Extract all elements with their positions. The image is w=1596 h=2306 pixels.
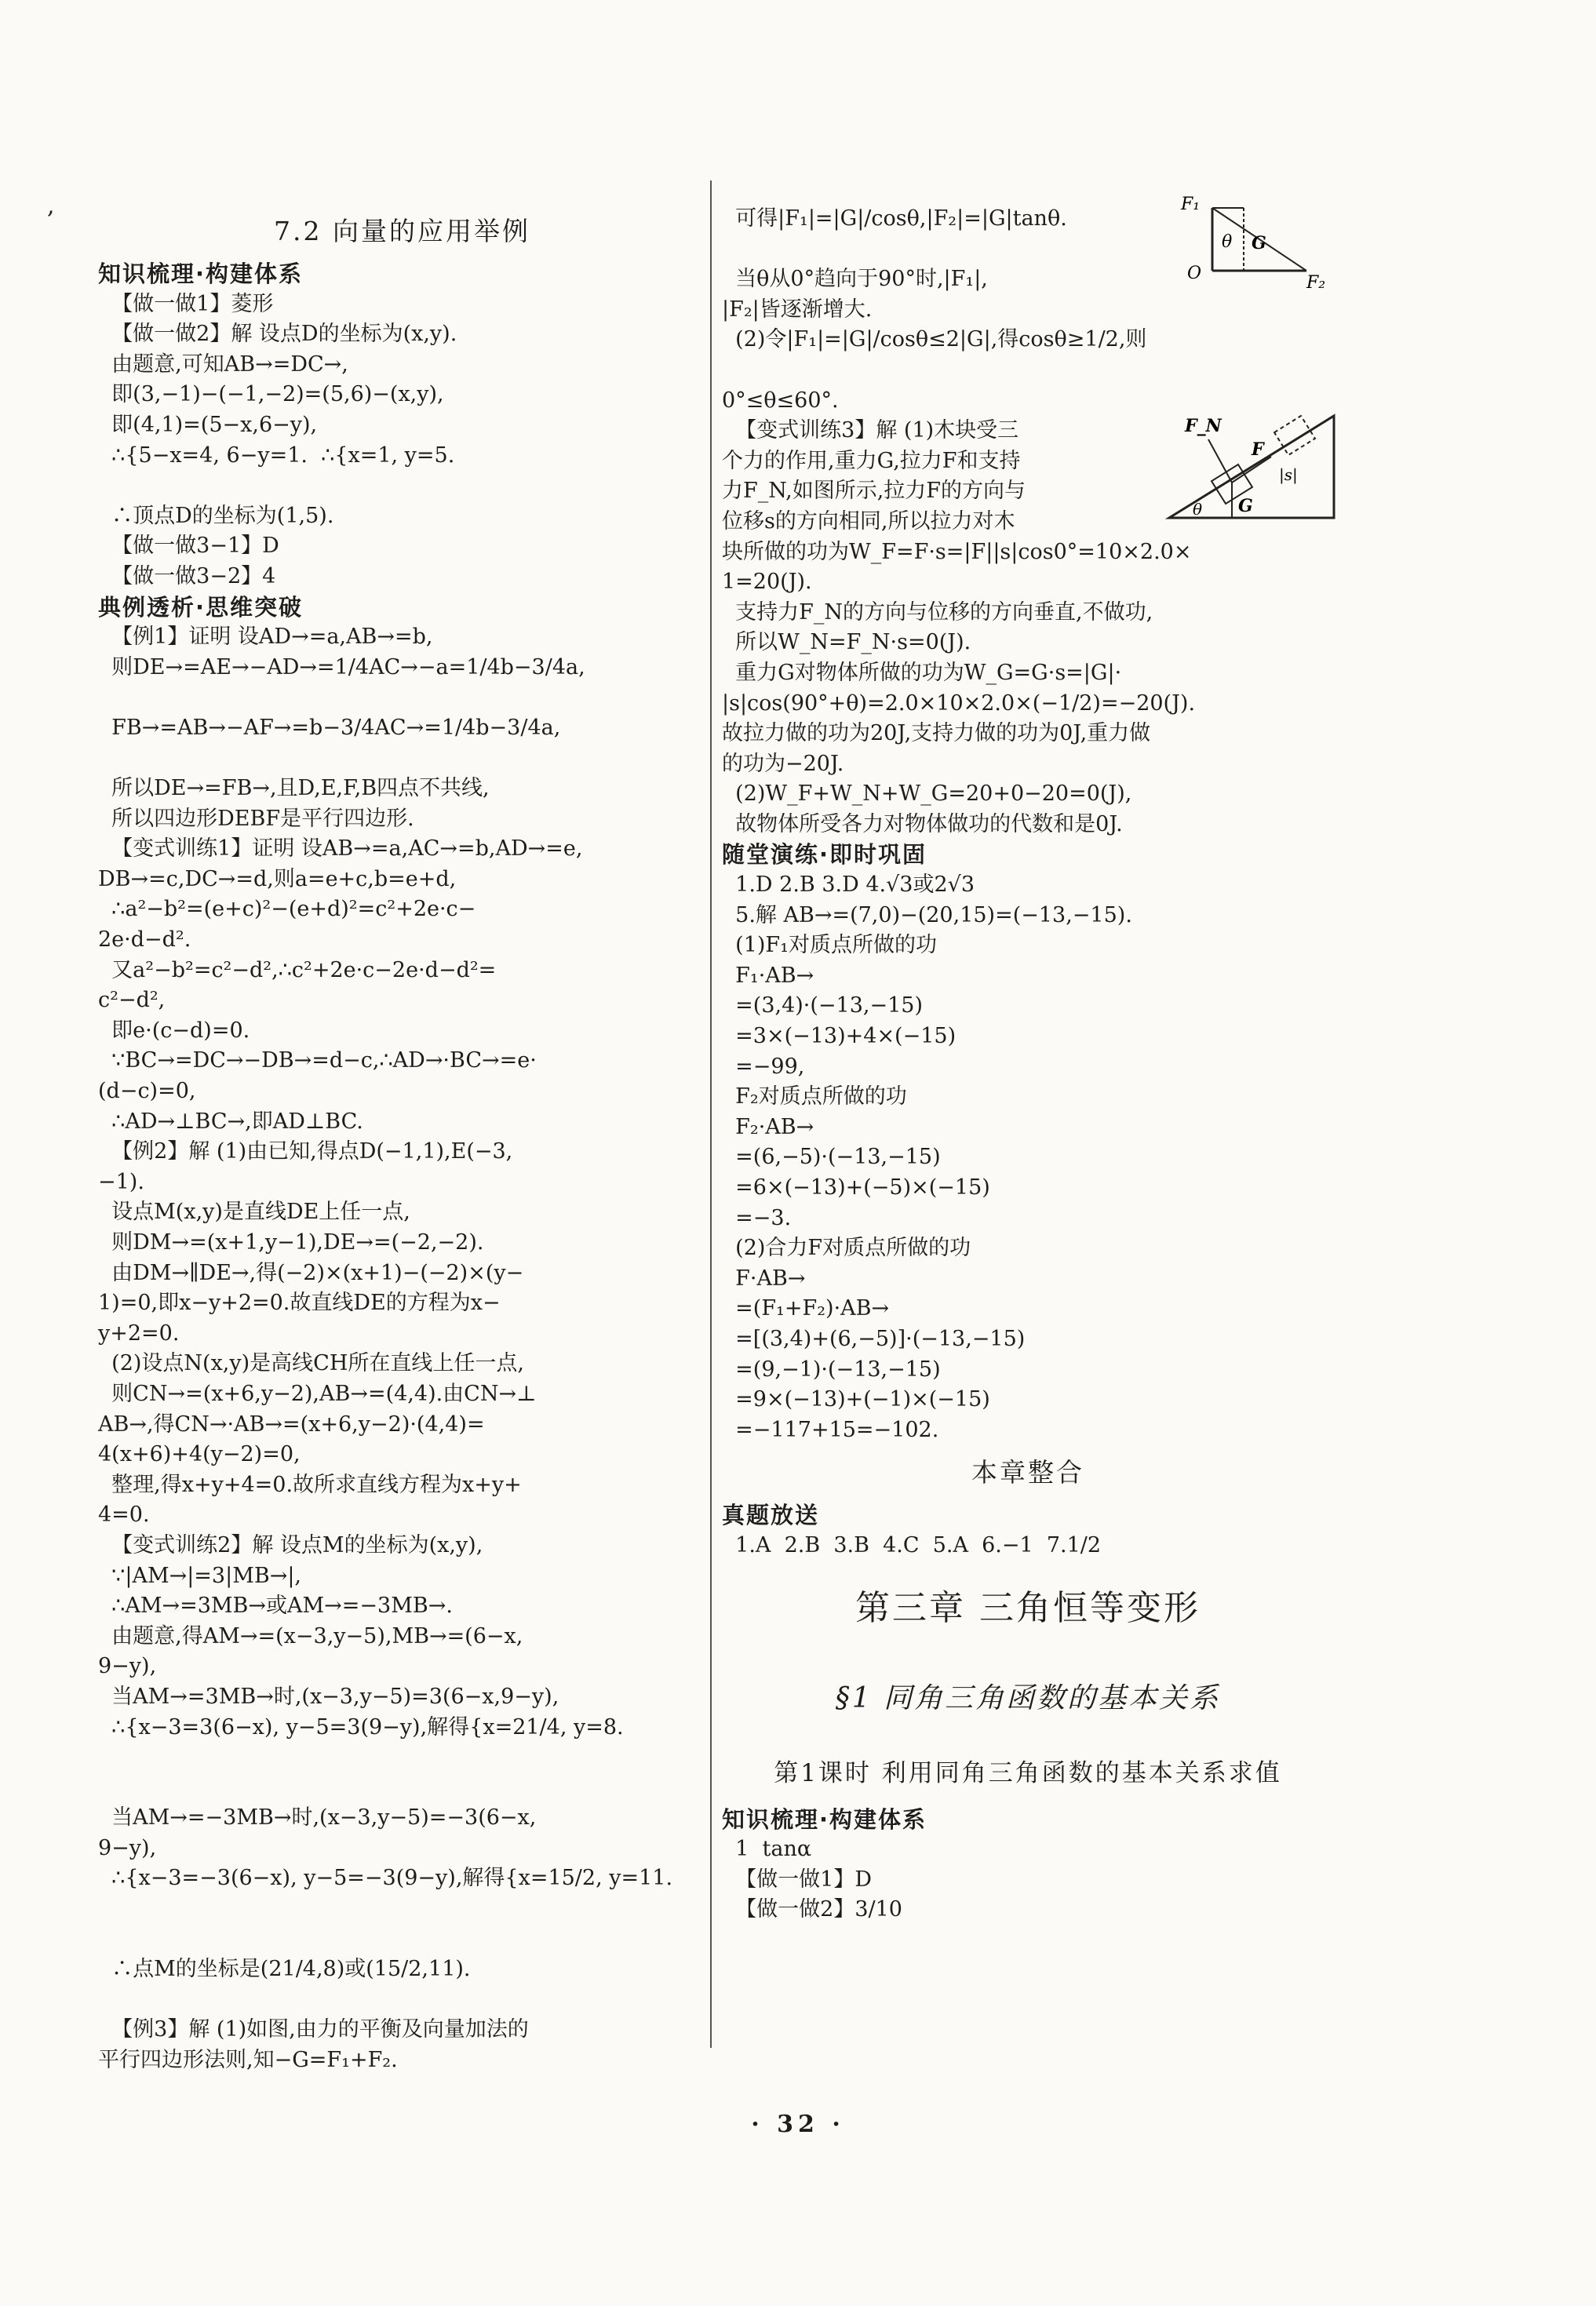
right-text-line: =(9,−1)·(−13,−15) <box>722 1357 941 1382</box>
right-text-line: |F₂|皆逐渐增大. <box>722 297 873 322</box>
fig1-label-f1: F₁ <box>1181 195 1201 214</box>
right-text-line: 1=20(J). <box>722 570 812 595</box>
right-text-line: F·AB→ <box>722 1266 806 1291</box>
incline-block-diagram <box>1161 408 1342 526</box>
fig2-label-s: |s| <box>1279 465 1298 484</box>
right-text-line: 故物体所受各力对物体做功的代数和是0J. <box>722 811 1123 836</box>
right-text-line: 5.解 AB→=(7,0)−(20,15)=(−13,−15). <box>722 902 1132 927</box>
right-text-line: 1.D 2.B 3.D 4.√3或2√3 <box>722 872 975 898</box>
right-section-title: 第三章 三角恒等变形 <box>855 1587 1201 1628</box>
left-text-line: 即e·(c−d)=0. <box>98 1018 250 1043</box>
left-text-line <box>98 1743 706 1773</box>
left-section-title: 7.2 向量的应用举例 <box>274 216 530 246</box>
right-text-line: F₂·AB→ <box>722 1114 814 1139</box>
left-text-line: 【例2】解 (1)由已知,得点D(−1,1),E(−3, <box>98 1139 513 1164</box>
right-text-line: (1)F₁对质点所做的功 <box>722 933 937 958</box>
right-section-title: §1 同角三角函数的基本关系 <box>835 1681 1221 1714</box>
fig2-label-f: F <box>1252 439 1264 460</box>
right-subheading: 知识梳理·构建体系 <box>722 1805 927 1833</box>
left-column <box>98 204 706 2076</box>
right-text-line: 故拉力做的功为20J,支持力做的功为0J,重力做 <box>722 721 1151 746</box>
fig1-label-g: G <box>1252 233 1266 253</box>
right-text-line: =−99, <box>722 1054 805 1079</box>
right-text-line: 当θ从0°趋向于90°时,|F₁|, <box>722 267 988 292</box>
right-text-line: 的功为−20J. <box>722 751 844 776</box>
right-text-line: =(6,−5)·(−13,−15) <box>722 1145 941 1170</box>
left-text-line: 【变式训练1】证明 设AB→=a,AC→=b,AD→=e, <box>98 836 583 862</box>
right-text-line: 个力的作用,重力G,拉力F和支持 <box>722 448 1021 473</box>
force-decomposition-diagram <box>1181 192 1326 294</box>
column-divider <box>710 180 712 2048</box>
right-text-line: 【做一做2】3/10 <box>722 1897 902 1922</box>
right-text-line: 1 tanα <box>722 1837 812 1862</box>
left-text-line: 所以四边形DEBF是平行四边形. <box>98 806 414 831</box>
left-text-line: 【例1】证明 设AD→=a,AB→=b, <box>98 625 433 650</box>
right-subheading: 随堂演练·即时巩固 <box>722 841 927 869</box>
left-text-line: 设点M(x,y)是直线DE上任一点, <box>98 1200 410 1225</box>
left-text-line: (d−c)=0, <box>98 1079 196 1104</box>
left-text-line: ∵BC→=DC→−DB→=d−c,∴AD→·BC→=e· <box>98 1048 537 1073</box>
left-text-line: ∴AD→⊥BC→,即AD⊥BC. <box>98 1109 363 1134</box>
fig1-label-theta: θ <box>1222 232 1233 252</box>
left-text-line: 9−y), <box>98 1654 157 1679</box>
left-text-line <box>98 744 706 774</box>
left-text-line: 则DE→=AE→−AD→=1/4AC→−a=1/4b−3/4a, <box>98 654 585 679</box>
right-text-line: =3×(−13)+4×(−15) <box>722 1024 957 1049</box>
right-text-line: 0°≤θ≤60°. <box>722 388 839 413</box>
page-number: · 32 · <box>751 2111 845 2138</box>
left-text-line: (2)设点N(x,y)是高线CH所在直线上任一点, <box>98 1351 524 1376</box>
left-text-line: 9−y), <box>98 1835 157 1860</box>
left-text-line: c²−d², <box>98 988 166 1013</box>
left-text-line: 由题意,得AM→=(x−3,y−5),MB→=(6−x, <box>98 1623 523 1648</box>
fig2-label-g: G <box>1238 496 1253 516</box>
left-text-line: 所以DE→=FB→,且D,E,F,B四点不共线, <box>98 776 490 801</box>
right-text-line: 支持力F_N的方向与位移的方向垂直,不做功, <box>722 599 1153 625</box>
left-text-line: 【做一做3−2】4 <box>98 563 276 588</box>
right-text-line: =6×(−13)+(−5)×(−15) <box>722 1175 990 1200</box>
right-text-line: (2)令|F₁|=|G|/cosθ≤2|G|,得cosθ≥1/2,则 <box>722 327 1147 352</box>
left-text-line: 则CN→=(x+6,y−2),AB→=(4,4).由CN→⊥ <box>98 1381 537 1406</box>
left-text-line <box>98 1773 706 1804</box>
right-text-line: 力F_N,如图所示,拉力F的方向与 <box>722 479 1026 504</box>
right-text-line: (2)合力F对质点所做的功 <box>722 1236 971 1261</box>
right-text-line: 所以W_N=F_N·s=0(J). <box>722 630 971 655</box>
left-text-line: ∴{x−3=−3(6−x), y−5=−3(9−y),解得{x=15/2, y=11. <box>98 1866 673 1891</box>
left-text-line: AB→,得CN→·AB→=(x+6,y−2)·(4,4)= <box>98 1412 485 1437</box>
left-text-line: 当AM→=3MB→时,(x−3,y−5)=3(6−x,9−y), <box>98 1684 559 1709</box>
fig2-label-fn: F_N <box>1185 416 1222 436</box>
right-text-line: 位移s的方向相同,所以拉力对木 <box>722 508 1015 534</box>
left-text-line: 即(3,−1)−(−1,−2)=(5,6)−(x,y), <box>98 382 444 407</box>
fig1-label-o: O <box>1187 264 1202 283</box>
left-text-line: 由题意,可知AB→=DC→, <box>98 352 348 377</box>
right-text-line: =(F₁+F₂)·AB→ <box>722 1296 890 1321</box>
left-text-line: 即(4,1)=(5−x,6−y), <box>98 412 318 437</box>
left-text-line: −1). <box>98 1169 144 1194</box>
left-text-line <box>98 1985 706 2016</box>
right-text-line: 【做一做1】D <box>722 1867 872 1892</box>
left-text-line: 1)=0,即x−y+2=0.故直线DE的方程为x− <box>98 1291 501 1316</box>
margin-mark: , <box>47 192 55 220</box>
left-text-line: 【做一做3−1】D <box>98 534 279 559</box>
right-section-title: 本章整合 <box>971 1457 1084 1488</box>
left-text-line: 又a²−b²=c²−d²,∴c²+2e·c−2e·d−d²= <box>98 957 497 982</box>
left-text-line: ∵|AM→|=3|MB→|, <box>98 1563 301 1588</box>
left-text-line <box>98 471 706 501</box>
right-text-line: |s|cos(90°+θ)=2.0×10×2.0×(−1/2)=−20(J). <box>722 690 1196 716</box>
left-text-line: 平行四边形法则,知−G=F₁+F₂. <box>98 2048 398 2073</box>
left-text-line: 2e·d−d². <box>98 927 191 953</box>
left-text-line: 4=0. <box>98 1503 150 1528</box>
left-subheading: 知识梳理·构建体系 <box>98 260 304 287</box>
left-text-line <box>98 1925 706 1955</box>
right-text-line: 块所做的功为W_F=F·s=|F||s|cos0°=10×2.0× <box>722 539 1192 564</box>
left-text-line: 由DM→∥DE→,得(−2)×(x+1)−(−2)×(y− <box>98 1260 524 1285</box>
right-text-line: =−117+15=−102. <box>722 1417 939 1442</box>
right-text-line: (2)W_F+W_N+W_G=20+0−20=0(J), <box>722 781 1132 807</box>
left-text-line: ∴{5−x=4, 6−y=1. ∴{x=1, y=5. <box>98 443 455 468</box>
left-text-line: ∴{x−3=3(6−x), y−5=3(9−y),解得{x=21/4, y=8. <box>98 1714 624 1740</box>
fig2-label-theta: θ <box>1193 500 1203 519</box>
right-text-line <box>722 355 1334 386</box>
left-text-line: ∴顶点D的坐标为(1,5). <box>98 503 334 528</box>
right-text-line: 【变式训练3】解 (1)木块受三 <box>722 418 1019 443</box>
right-text-line: F₁·AB→ <box>722 963 814 988</box>
right-text-line: =9×(−13)+(−1)×(−15) <box>722 1387 990 1412</box>
right-text-line: =−3. <box>722 1205 792 1230</box>
left-text-line: 当AM→=−3MB→时,(x−3,y−5)=−3(6−x, <box>98 1805 537 1831</box>
left-text-line <box>98 683 706 713</box>
right-text-line: 重力G对物体所做的功为W_G=G·s=|G|· <box>722 660 1122 685</box>
right-subheading: 真题放送 <box>722 1502 820 1529</box>
left-text-line: 整理,得x+y+4=0.故所求直线方程为x+y+ <box>98 1472 522 1497</box>
left-text-line: 则DM→=(x+1,y−1),DE→=(−2,−2). <box>98 1230 484 1255</box>
left-text-line: FB→=AB→−AF→=b−3/4AC→=1/4b−3/4a, <box>98 715 561 740</box>
right-text-line: F₂对质点所做的功 <box>722 1084 907 1109</box>
right-text-line: 1.A 2.B 3.B 4.C 5.A 6.−1 7.1/2 <box>722 1532 1102 1557</box>
right-text-line: 可得|F₁|=|G|/cosθ,|F₂|=|G|tanθ. <box>722 206 1067 231</box>
left-text-line: 【做一做1】菱形 <box>98 291 274 316</box>
fig1-label-f2: F₂ <box>1306 273 1326 293</box>
left-text-line: 【变式训练2】解 设点M的坐标为(x,y), <box>98 1532 483 1557</box>
left-text-line: y+2=0. <box>98 1321 180 1346</box>
left-text-line: ∴点M的坐标是(21/4,8)或(15/2,11). <box>98 1957 471 1982</box>
left-text-line: ∴a²−b²=(e+c)²−(e+d)²=c²+2e·c− <box>98 897 476 922</box>
left-text-line: 【做一做2】解 设点D的坐标为(x,y). <box>98 322 457 347</box>
left-text-line: DB→=c,DC→=d,则a=e+c,b=e+d, <box>98 866 457 891</box>
right-text-line: =[(3,4)+(6,−5)]·(−13,−15) <box>722 1326 1026 1351</box>
left-text-line: ∴AM→=3MB→或AM→=−3MB→. <box>98 1594 453 1619</box>
left-subheading: 典例透析·思维突破 <box>98 593 304 621</box>
right-section-title: 第1课时 利用同角三角函数的基本关系求值 <box>774 1758 1282 1787</box>
left-text-line: 【例3】解 (1)如图,由力的平衡及向量加法的 <box>98 2017 529 2042</box>
left-text-line <box>98 1894 706 1925</box>
right-text-line: =(3,4)·(−13,−15) <box>722 993 923 1018</box>
left-text-line: 4(x+6)+4(y−2)=0, <box>98 1442 301 1467</box>
